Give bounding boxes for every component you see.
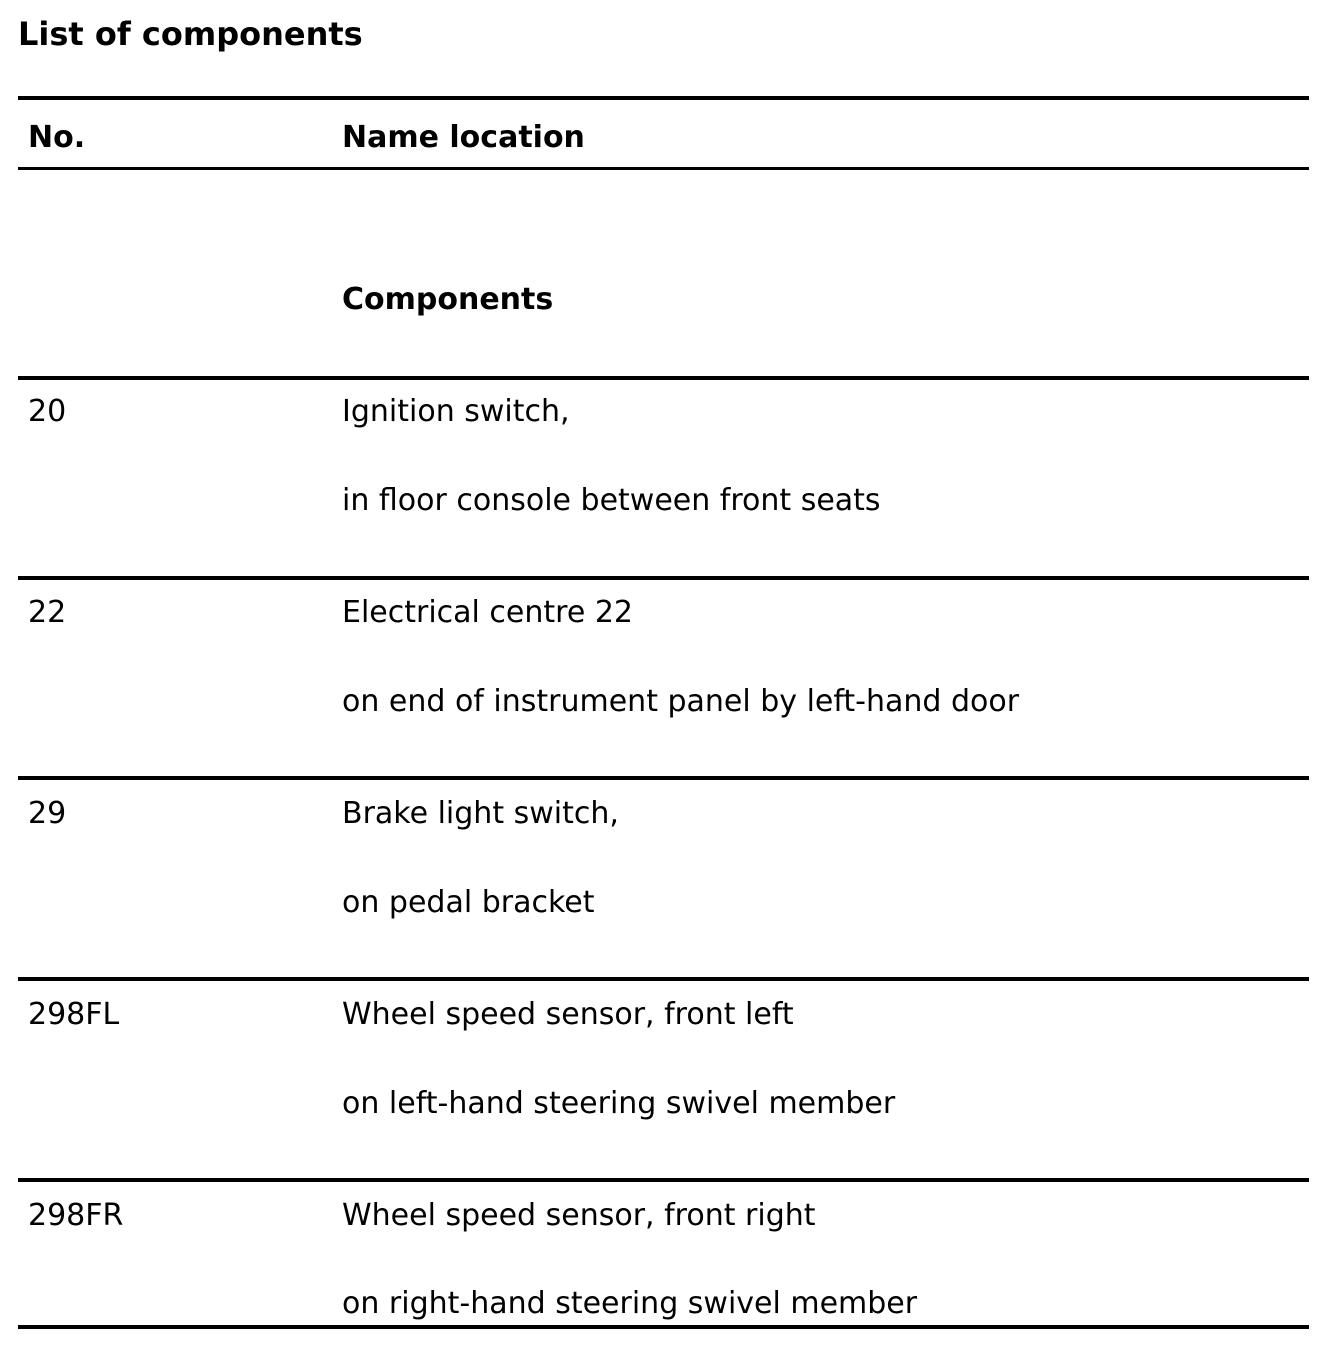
page-title: List of components <box>18 15 363 53</box>
component-location: in floor console between front seats <box>342 483 881 518</box>
row-divider <box>18 977 1309 981</box>
header-rule <box>18 167 1309 170</box>
header-no: No. <box>28 120 86 155</box>
component-location: on pedal bracket <box>342 885 595 920</box>
table-top-rule <box>18 96 1309 100</box>
row-divider <box>18 376 1309 380</box>
component-location: on left-hand steering swivel member <box>342 1086 896 1121</box>
component-name: Ignition switch, <box>342 394 570 429</box>
row-number: 29 <box>28 796 67 831</box>
component-name: Wheel speed sensor, front left <box>342 997 794 1032</box>
row-divider <box>18 776 1309 780</box>
table-bottom-rule <box>18 1325 1309 1329</box>
row-number: 298FL <box>28 997 120 1032</box>
component-name: Electrical centre 22 <box>342 595 633 630</box>
row-number: 20 <box>28 394 67 429</box>
component-name: Wheel speed sensor, front right <box>342 1198 816 1233</box>
component-location: on end of instrument panel by left-hand door <box>342 684 1020 719</box>
row-number: 22 <box>28 595 67 630</box>
component-name: Brake light switch, <box>342 796 619 831</box>
section-heading: Components <box>342 282 554 317</box>
row-number: 298FR <box>28 1198 124 1233</box>
row-divider <box>18 1178 1309 1182</box>
row-divider <box>18 576 1309 580</box>
component-location: on right-hand steering swivel member <box>342 1286 918 1321</box>
header-name-location: Name location <box>342 120 585 155</box>
